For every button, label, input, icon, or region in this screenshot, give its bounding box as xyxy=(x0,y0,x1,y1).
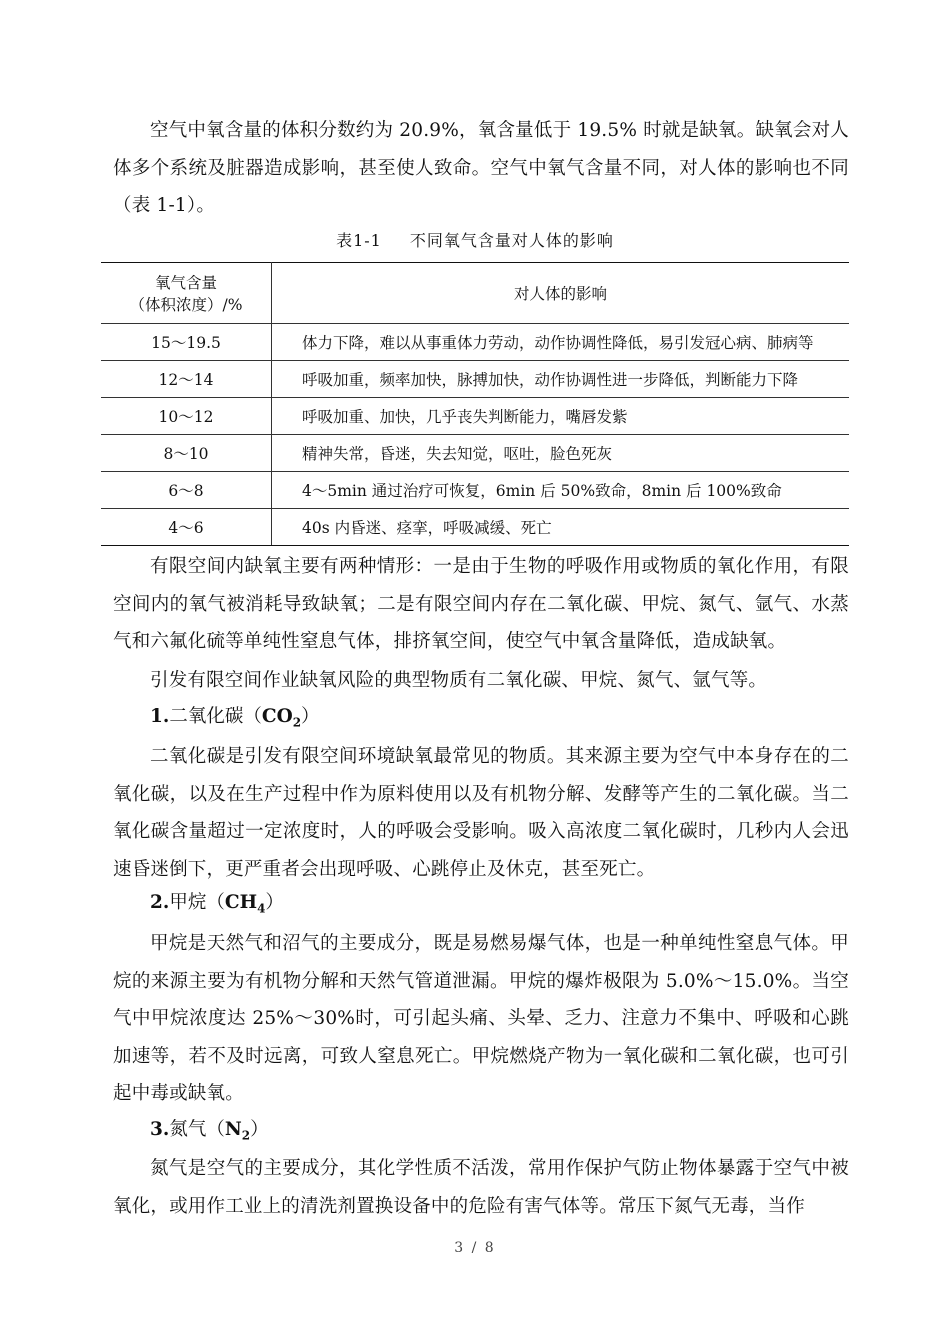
paragraph-hypoxia-causes: 有限空间内缺氧主要有两种情形：一是由于生物的呼吸作用或物质的氧化作用，有限空间内的氧气被消耗导致缺氧；二是有限空间内存在二氧化碳、甲烷、氮气、氩气、水蒸气和六氟化硫等单纯性窒息气体，排挤氧空间，使空气中氧含量降低，造成缺氧。 xyxy=(113,556,849,652)
oxygen-effects-table xyxy=(101,262,849,546)
intro-paragraph: 空气中氧含量的体积分数约为 20.9%，氧含量低于 19.5% 时就是缺氧。缺氧会对人体多个系统及脏器造成影响，甚至使人致命。空气中氧气含量不同，对人体的影响也不同（表 1-1）。 xyxy=(113,120,849,216)
header-oxygen-content xyxy=(101,263,272,324)
row-effect: 精神失常，昏迷，失去知觉，呕吐，脸色死灰 xyxy=(272,435,850,472)
table-caption-number: 表1-1 xyxy=(336,231,382,250)
header-col1-line1: 氧气含量 xyxy=(154,274,217,292)
table-header-row xyxy=(101,263,849,324)
paragraph-n2: 氮气是空气的主要成分，其化学性质不活泼，常用作保护气防止物体暴露于空气中被氧化，或用作工业上的清洗剂置换设备中的危险有害气体等。常压下氮气无毒，当作 xyxy=(113,1158,849,1217)
header-effect: 对人体的影响 xyxy=(272,263,850,324)
table-caption-title: 不同氧气含量对人体的影响 xyxy=(409,231,614,250)
paragraph-ch4: 甲烷是天然气和沼气的主要成分，既是易燃易爆气体，也是一种单纯性窒息气体。甲烷的来源主要为有机物分解和天然气管道泄漏。甲烷的爆炸极限为 5.0%～15.0%。当空气中甲烷浓度达 25%～30%时，可引起头痛、头晕、乏力、注意力不集中、呼吸和心跳加速等，若不及时远离，可致人窒息死亡。甲烷燃烧产物为一氧化碳和二氧化碳，也可引起中毒或缺氧。 xyxy=(113,933,849,1104)
section-heading-n2: 3.氮气$(N_2)$ xyxy=(150,1119,269,1143)
row-range: 8～10 xyxy=(101,435,272,472)
row-effect: 呼吸加重，频率加快，脉搏加快，动作协调性进一步降低，判断能力下降 xyxy=(272,361,850,398)
row-effect: 4～5min 通过治疗可恢复，6min 后 50%致命，8min 后 100%致命 xyxy=(272,472,850,509)
table-row xyxy=(101,435,849,472)
section-heading-ch4: 2.甲烷$(CH_4)$ xyxy=(150,892,284,916)
row-effect: 40s 内昏迷、痉挛，呼吸减缓、死亡 xyxy=(272,509,850,546)
table-row xyxy=(101,361,849,398)
table-caption xyxy=(0,228,950,251)
section-heading-co2: 1.二氧化碳$(CO_2)$ xyxy=(150,706,320,730)
table-row xyxy=(101,509,849,546)
row-effect: 呼吸加重、加快，几乎丧失判断能力，嘴唇发紫 xyxy=(272,398,850,435)
row-range: 12～14 xyxy=(101,361,272,398)
row-range: 15～19.5 xyxy=(101,324,272,361)
paragraph-co2: 二氧化碳是引发有限空间环境缺氧最常见的物质。其来源主要为空气中本身存在的二氧化碳，以及在生产过程中作为原料使用以及有机物分解、发酵等产生的二氧化碳。当二氧化碳含量超过一定浓度时，人的呼吸会受影响。吸入高浓度二氧化碳时，几秒内人会迅速昏迷倒下，更严重者会出现呼吸、心跳停止及休克，甚至死亡。 xyxy=(113,746,849,880)
row-range: 6～8 xyxy=(101,472,272,509)
page-number: 3 / 8 xyxy=(454,1240,496,1256)
table-row xyxy=(101,324,849,361)
table-row xyxy=(101,398,849,435)
table-row xyxy=(101,472,849,509)
header-col1-line2: （体积浓度）/% xyxy=(129,296,243,314)
row-range: 10～12 xyxy=(101,398,272,435)
row-effect: 体力下降，难以从事重体力劳动，动作协调性降低，易引发冠心病、肺病等 xyxy=(272,324,850,361)
paragraph-typical-substances: 引发有限空间作业缺氧风险的典型物质有二氧化碳、甲烷、氮气、氩气等。 xyxy=(150,670,768,691)
row-range: 4～6 xyxy=(101,509,272,546)
